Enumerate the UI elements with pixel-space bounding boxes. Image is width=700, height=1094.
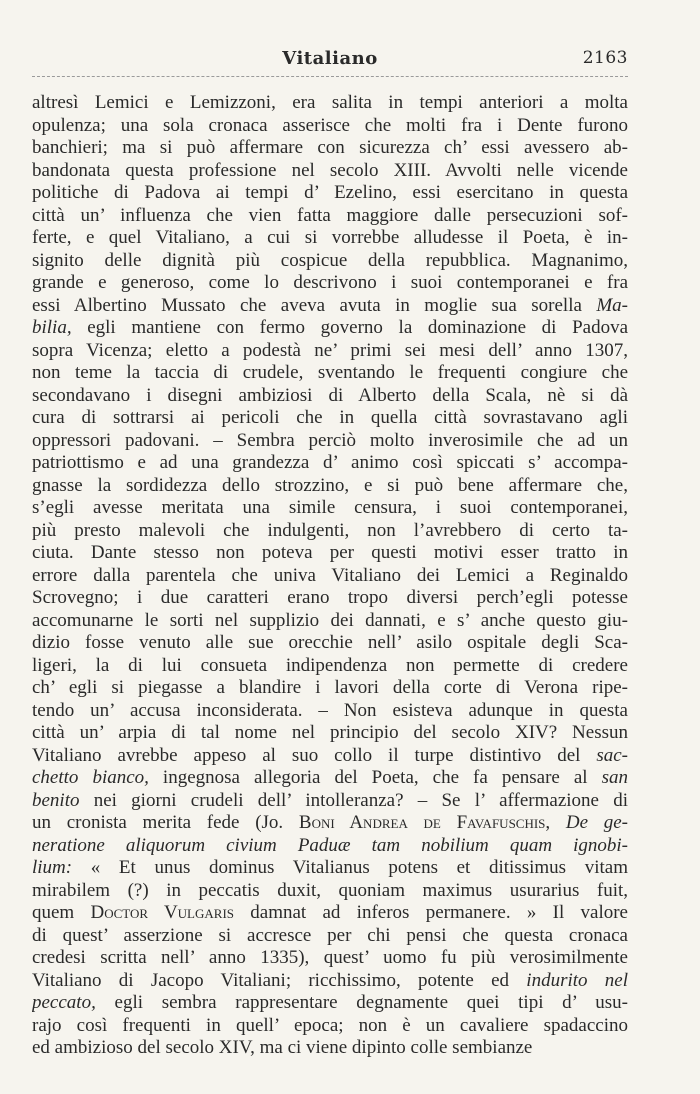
line-text: accomunarne le sorti nel supplizio dei dannati, e s’ anche questo giu- bbox=[32, 609, 628, 631]
text-line bbox=[32, 452, 628, 475]
italic-text: lium: bbox=[32, 857, 73, 878]
text-line bbox=[32, 565, 628, 588]
text-line bbox=[32, 812, 628, 835]
smallcaps-text: Boni Andrea de Favafuschis bbox=[298, 812, 546, 833]
line-text: ed ambizioso del secolo XIV, ma ci viene dipinto colle sembianze bbox=[32, 1037, 533, 1058]
italic-text: peccato, bbox=[32, 992, 96, 1013]
text-line bbox=[32, 295, 628, 318]
line-text: Vitaliano di Jacopo Vitaliani; ricchissimo, potente ed bbox=[32, 969, 527, 991]
italic-text: neratione aliquorum civium Paduæ tam nobilium quam ignobi- bbox=[32, 834, 628, 856]
line-text: bandonata questa professione nel secolo XIII. Avvolti nelle vicende bbox=[32, 159, 628, 181]
text-line bbox=[32, 92, 628, 115]
line-text: città un’ arpia di tal nome nel principio del secolo XIV? Nessun bbox=[32, 722, 628, 743]
text-line bbox=[32, 790, 628, 813]
text-line bbox=[32, 272, 628, 295]
text-line bbox=[32, 1037, 628, 1060]
line-text: egli sembra rappresentare degnamente quei tipi d’ usu- bbox=[95, 992, 628, 1013]
text-line bbox=[32, 902, 628, 925]
text-line bbox=[32, 385, 628, 408]
page-number: 2163 bbox=[582, 48, 628, 68]
text-line bbox=[32, 407, 628, 430]
text-line bbox=[32, 227, 628, 250]
smallcaps-text: Doctor Vulgaris bbox=[90, 902, 235, 923]
line-text: sopra Vicenza; eletto a podestà ne’ primi sei mesi dell’ anno 1307, bbox=[32, 339, 628, 361]
page-header bbox=[32, 48, 628, 76]
italic-text: benito bbox=[32, 789, 80, 811]
text-line bbox=[32, 430, 628, 453]
italic-text: bilia, bbox=[32, 317, 72, 338]
line-text: s’egli avesse meritata una simile censura, i suoi contemporanei, bbox=[32, 497, 628, 518]
text-line bbox=[32, 767, 628, 790]
line-text: un cronista merita fede (Jo. bbox=[32, 812, 299, 833]
line-text: patriottismo e ad una grandezza d’ animo così spiccati s’ accompa- bbox=[32, 452, 628, 473]
line-text: oppressori padovani. – Sembra perciò molto inverosimile che ad un bbox=[32, 429, 628, 451]
line-text: banchieri; ma si può affermare con sicurezza ch’ essi avessero ab- bbox=[32, 137, 628, 158]
text-line bbox=[32, 497, 628, 520]
text-line bbox=[32, 677, 628, 700]
line-text: nei giorni crudeli dell’ intolleranza? – Se l’ affermazione di bbox=[79, 789, 628, 811]
line-text: ciuta. Dante stesso non poteva per questi motivi esser tratto in bbox=[32, 542, 628, 563]
line-text: mirabilem (?) in peccatis duxit, quoniam maximus usurarius fuit, bbox=[32, 879, 628, 901]
line-text: grande e generoso, come lo descrivono i suoi contemporanei e fra bbox=[32, 272, 628, 293]
text-line bbox=[32, 610, 628, 633]
text-line bbox=[32, 857, 628, 880]
italic-text: indurito nel bbox=[526, 969, 628, 991]
text-line bbox=[32, 745, 628, 768]
line-text: dizio fosse venuto alle sue orecchie nell’ asilo ospitale degli Sca- bbox=[32, 632, 628, 653]
line-text: Vitaliano avrebbe appeso al suo collo il turpe distintivo del bbox=[32, 744, 597, 766]
line-text: , bbox=[545, 812, 566, 833]
text-line bbox=[32, 1015, 628, 1038]
line-text: rajo così frequenti in quell’ epoca; non è un cavaliere spadaccino bbox=[32, 1014, 628, 1036]
line-text: damnat ad inferos permanere. » Il valore bbox=[234, 902, 628, 923]
line-text: essi Albertino Mussato che aveva avuta in moglie sua sorella bbox=[32, 294, 597, 316]
text-line bbox=[32, 880, 628, 903]
line-text: politiche di Padova ai tempi d’ Ezelino, essi esercitano in questa bbox=[32, 182, 628, 203]
text-line bbox=[32, 947, 628, 970]
line-text: quem bbox=[32, 902, 91, 923]
body-text bbox=[32, 92, 628, 1060]
line-text: errore dalla parentela che univa Vitaliano dei Lemici a Reginaldo bbox=[32, 564, 628, 586]
text-line bbox=[32, 115, 628, 138]
text-line bbox=[32, 137, 628, 160]
line-text: città un’ influenza che vien fatta maggiore dalle persecuzioni sof- bbox=[32, 204, 628, 226]
text-line bbox=[32, 925, 628, 948]
line-text: non teme la taccia di crudele, sventando le frequenti congiure che bbox=[32, 362, 628, 383]
line-text: ch’ egli si piegasse a blandire i lavori della corte di Verona ripe- bbox=[32, 677, 628, 698]
line-text: altresì Lemici e Lemizzoni, era salita in tempi anteriori a molta bbox=[32, 92, 628, 113]
text-line bbox=[32, 992, 628, 1015]
line-text: di quest’ asserzione si accresce per chi pensi che questa cronaca bbox=[32, 924, 628, 946]
italic-text: sac- bbox=[596, 744, 628, 766]
line-text: cura di sottrarsi ai pericoli che in quella città sovrastavano agli bbox=[32, 407, 628, 428]
text-line bbox=[32, 182, 628, 205]
line-text: più presto malevoli che indulgenti, non l’avrebbero di certo ta- bbox=[32, 519, 628, 541]
line-text: signito delle dignità più cospicue della repubblica. Magnanimo, bbox=[32, 249, 628, 271]
text-line bbox=[32, 587, 628, 610]
text-line bbox=[32, 362, 628, 385]
line-text: Scrovegno; i due caratteri erano tropo diversi perch’egli potesse bbox=[32, 587, 628, 608]
line-text: opulenza; una sola cronaca asserisce che molti fra i Dente furono bbox=[32, 114, 628, 136]
text-line bbox=[32, 340, 628, 363]
line-text: gnasse la sordidezza dello strozzino, e si può bene affermare che, bbox=[32, 474, 628, 496]
text-line bbox=[32, 632, 628, 655]
text-line bbox=[32, 317, 628, 340]
text-line bbox=[32, 520, 628, 543]
line-text: ligeri, la di lui consueta indipendenza non permette di credere bbox=[32, 654, 628, 676]
text-line bbox=[32, 250, 628, 273]
text-line bbox=[32, 835, 628, 858]
italic-text: chetto bianco, bbox=[32, 767, 149, 788]
line-text: egli mantiene con fermo governo la dominazione di Padova bbox=[71, 317, 628, 338]
line-text: ferte, e quel Vitaliano, a cui si vorrebbe alludesse il Poeta, è in- bbox=[32, 227, 628, 248]
line-text: « Et unus dominus Vitalianus potens et ditissimus vitam bbox=[72, 857, 628, 878]
text-line bbox=[32, 700, 628, 723]
italic-text: De ge- bbox=[565, 812, 628, 833]
italic-text: Ma- bbox=[596, 294, 628, 316]
line-text: ingegnosa allegoria del Poeta, che fa pensare al bbox=[148, 767, 602, 788]
text-line bbox=[32, 655, 628, 678]
line-text: credesi scritta nell’ anno 1335), quest’ uomo fu più verosimilmente bbox=[32, 947, 628, 968]
text-line bbox=[32, 542, 628, 565]
text-line bbox=[32, 722, 628, 745]
italic-text: san bbox=[601, 767, 628, 788]
text-line bbox=[32, 205, 628, 228]
header-rule bbox=[32, 76, 628, 77]
text-line bbox=[32, 160, 628, 183]
line-text: tendo un’ accusa inconsiderata. – Non esisteva adunque in questa bbox=[32, 699, 628, 721]
text-line bbox=[32, 475, 628, 498]
running-title: Vitaliano bbox=[282, 48, 378, 69]
text-line bbox=[32, 970, 628, 993]
line-text: secondavano i disegni ambiziosi di Alberto della Scala, nè si dà bbox=[32, 384, 628, 406]
